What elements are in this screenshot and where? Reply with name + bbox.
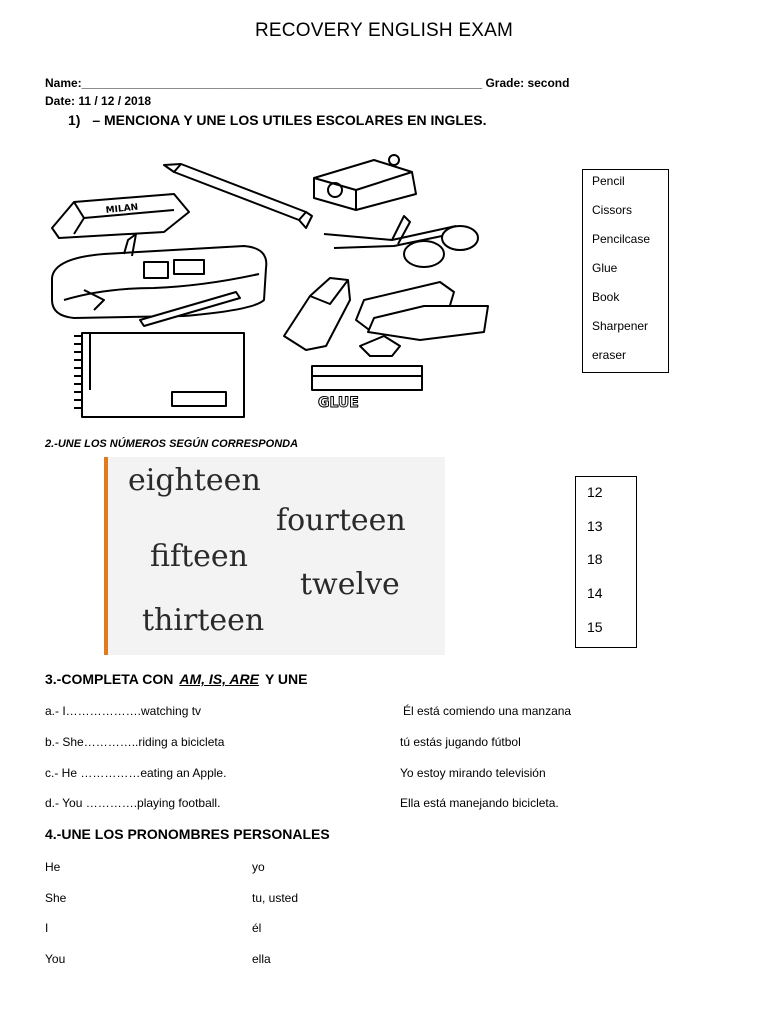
word-item: eraser: [592, 348, 627, 362]
pronoun-spanish: tu, usted: [252, 891, 299, 905]
number-word: fifteen: [150, 539, 248, 574]
name-grade-line: Name:____________________________________________________________ Grade: second: [45, 76, 570, 90]
date-line: Date: 11 / 12 / 2018: [45, 94, 152, 108]
eraser-icon: [52, 194, 189, 238]
notebook-icon: [74, 333, 244, 417]
glue-label-text: GLUE: [318, 395, 359, 411]
sharpener-icon: [314, 155, 416, 210]
question-1-number: 1): [68, 112, 81, 128]
pronoun-english: She: [45, 891, 67, 905]
translation-3: Yo estoy mirando televisión: [400, 766, 546, 780]
glue-icon: [312, 336, 422, 411]
number-words-image: [104, 457, 445, 655]
sentence-c: c.- He ……………eating an Apple.: [45, 766, 227, 780]
word-item: Pencilcase: [592, 232, 651, 246]
pronoun-spanish: él: [252, 921, 262, 935]
number-word: eighteen: [128, 463, 261, 498]
number-word: twelve: [300, 567, 400, 602]
word-item: Book: [592, 290, 620, 304]
pronoun-english: I: [45, 921, 49, 935]
pencil-icon: [164, 164, 312, 228]
question-3-suffix: Y UNE: [264, 671, 308, 687]
pencil-case-icon: [52, 234, 266, 326]
pronoun-english: You: [45, 952, 66, 966]
exam-title: RECOVERY ENGLISH EXAM: [255, 20, 513, 41]
accent-bar: [104, 457, 108, 655]
word-item: Pencil: [592, 174, 625, 188]
number-word: thirteen: [142, 603, 265, 638]
school-supplies-illustration: [44, 150, 490, 411]
number-item: 15: [587, 619, 603, 635]
scissors-icon: [324, 216, 478, 267]
question-2-title: 2.-UNE LOS NÚMEROS SEGÚN CORRESPONDA: [45, 438, 299, 450]
number-word: fourteen: [276, 503, 406, 538]
number-item: 13: [587, 518, 603, 534]
sentence-a: a.- I……………….watching tv: [45, 704, 202, 718]
number-item: 12: [587, 484, 603, 500]
pronoun-spanish: ella: [252, 952, 271, 966]
question-3-prefix: 3.-COMPLETA CON: [45, 671, 174, 687]
question-4-title: 4.-UNE LOS PRONOMBRES PERSONALES: [45, 826, 330, 842]
pronoun-english: He: [45, 860, 61, 874]
translation-2: tú estás jugando fútbol: [400, 735, 521, 749]
word-item: Sharpener: [592, 319, 649, 333]
sentence-d: d.- You ………….playing football.: [45, 796, 221, 810]
word-item: Cissors: [592, 203, 633, 217]
number-box: [575, 476, 637, 648]
question-3-verbs: AM, IS, ARE: [179, 671, 259, 687]
school-supplies-word-box: [582, 169, 669, 373]
translation-1: Él está comiendo una manzana: [403, 704, 572, 718]
word-item: Glue: [592, 261, 618, 275]
number-item: 14: [587, 585, 603, 601]
translation-4: Ella está manejando bicicleta.: [400, 796, 559, 810]
pronoun-spanish: yo: [252, 860, 265, 874]
question-1-heading: [68, 112, 486, 128]
number-item: 18: [587, 551, 603, 567]
question-1-title: – MENCIONA Y UNE LOS UTILES ESCOLARES EN INGLES.: [92, 112, 487, 128]
question-3-heading: [45, 671, 308, 687]
eraser-brand-text: MILAN: [105, 202, 139, 216]
sentence-b: b.- She…………..riding a bicicleta: [45, 735, 225, 749]
